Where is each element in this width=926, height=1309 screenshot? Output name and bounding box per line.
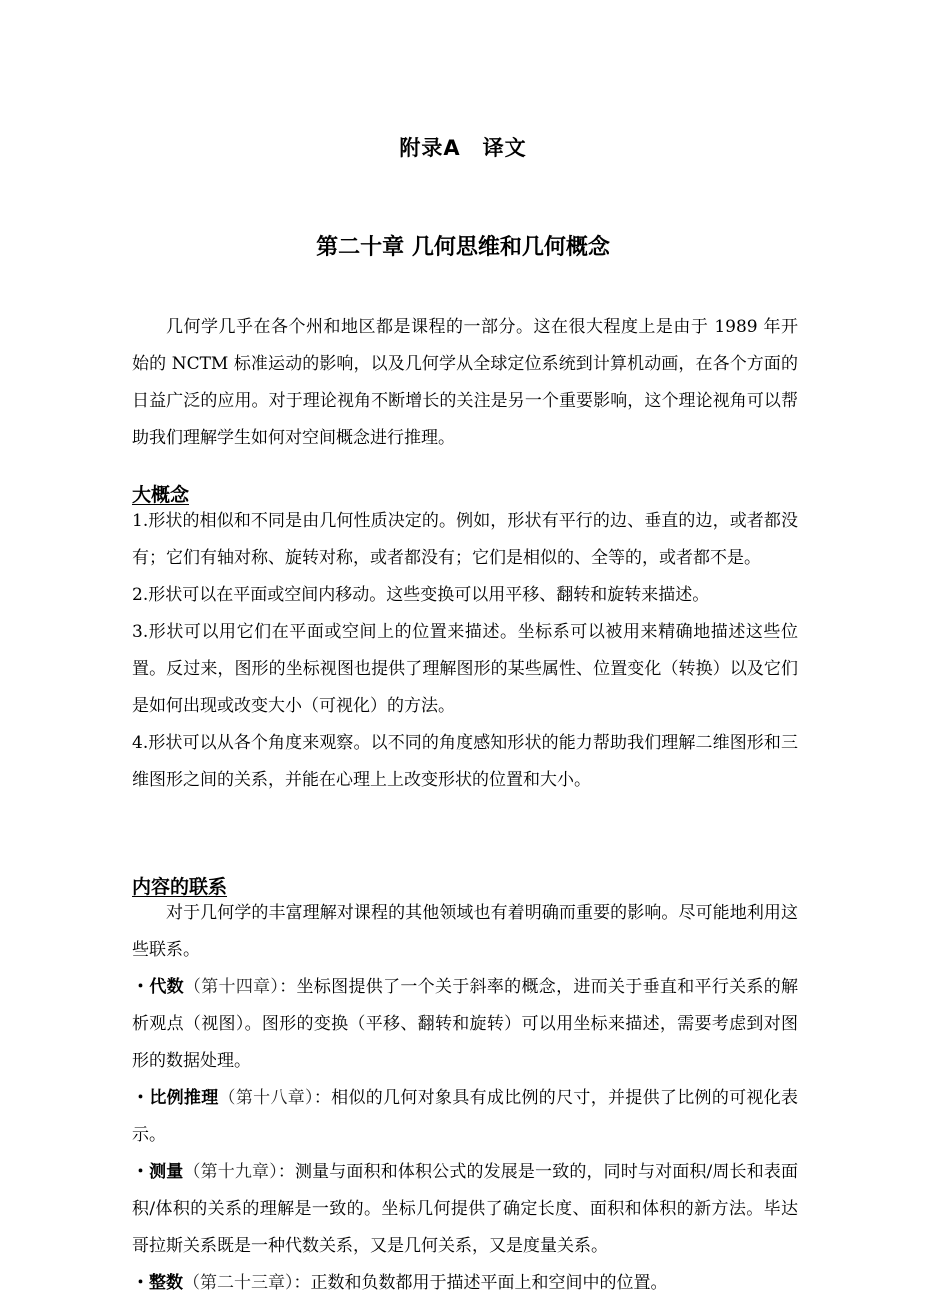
intro-section [132, 309, 798, 457]
connection-text: ：测量与面积和体积公式的发展是一致的，同时与对面积/周长和表面积/体积的关系的理解是一致的。坐标几何提供了确定长度、面积和体积的新方法。毕达哥拉斯关系既是一种代数关系，又是几何关系，又是度量关系。 [132, 1162, 799, 1256]
big-ideas-list [132, 503, 798, 799]
bullet-icon: ・ [132, 1088, 150, 1108]
connection-text: ：正数和负数都用于描述平面上和空间中的位置。 [293, 1273, 668, 1293]
connection-chapter: （第十四章） [183, 977, 280, 997]
connection-item-integers [132, 1265, 798, 1302]
appendix-title: 附录A 译文 [399, 136, 527, 160]
chapter-title: 第二十章 几何思维和几何概念 [316, 235, 610, 260]
connection-item-proportional-reasoning [132, 1080, 798, 1154]
big-idea-item: 2.形状可以在平面或空间内移动。这些变换可以用平移、翻转和旋转来描述。 [132, 585, 710, 605]
big-idea-item: 1.形状的相似和不同是由几何性质决定的。例如，形状有平行的边、垂直的边，或者都没有；它们有轴对称、旋转对称，或者都没有；它们是相似的、全等的，或者都不是。 [132, 511, 798, 568]
connection-chapter: （第十九章） [183, 1162, 278, 1182]
connection-chapter: （第二十三章） [183, 1273, 294, 1293]
connections-section [132, 895, 798, 1302]
big-idea-item: 3.形状可以用它们在平面或空间上的位置来描述。坐标系可以被用来精确地描述这些位置。反过来，图形的坐标视图也提供了理解图形的某些属性、位置变化（转换）以及它们是如何出现或改变大小（可视化）的方法。 [132, 622, 798, 716]
connection-term: 整数 [149, 1273, 183, 1293]
connections-intro: 对于几何学的丰富理解对课程的其他领域也有着明确而重要的影响。尽可能地利用这些联系。 [132, 903, 798, 960]
connections-heading: 内容的联系 [132, 876, 228, 898]
bullet-icon: ・ [132, 977, 150, 997]
connection-item-measurement [132, 1154, 798, 1265]
big-idea-item: 4.形状可以从各个角度来观察。以不同的角度感知形状的能力帮助我们理解二维图形和三维图形之间的关系，并能在心理上上改变形状的位置和大小。 [132, 733, 798, 790]
connection-term: 测量 [149, 1162, 184, 1182]
connection-item-algebra [132, 969, 798, 1080]
bullet-icon: ・ [132, 1273, 149, 1293]
connection-text: ：相似的几何对象具有成比例的尺寸，并提供了比例的可视化表示。 [132, 1088, 799, 1145]
connection-text: ：坐标图提供了一个关于斜率的概念，进而关于垂直和平行关系的解析观点（视图）。图形的变换（平移、翻转和旋转）可以用坐标来描述，需要考虑到对图形的数据处理。 [132, 977, 799, 1071]
intro-paragraph: 几何学几乎在各个州和地区都是课程的一部分。这在很大程度上是由于 1989 年开始的 NCTM 标准运动的影响，以及几何学从全球定位系统到计算机动画，在各个方面的日益广泛的应用。对于理论视角不断增长的关注是另一个重要影响，这个理论视角可以帮助我们理解学生如何对空间概念进行推理。 [132, 317, 798, 448]
connection-term: 代数 [149, 977, 184, 997]
connection-chapter: （第十八章） [218, 1088, 314, 1108]
connection-term: 比例推理 [149, 1088, 219, 1108]
big-ideas-heading: 大概念 [132, 484, 190, 506]
bullet-icon: ・ [132, 1162, 150, 1182]
